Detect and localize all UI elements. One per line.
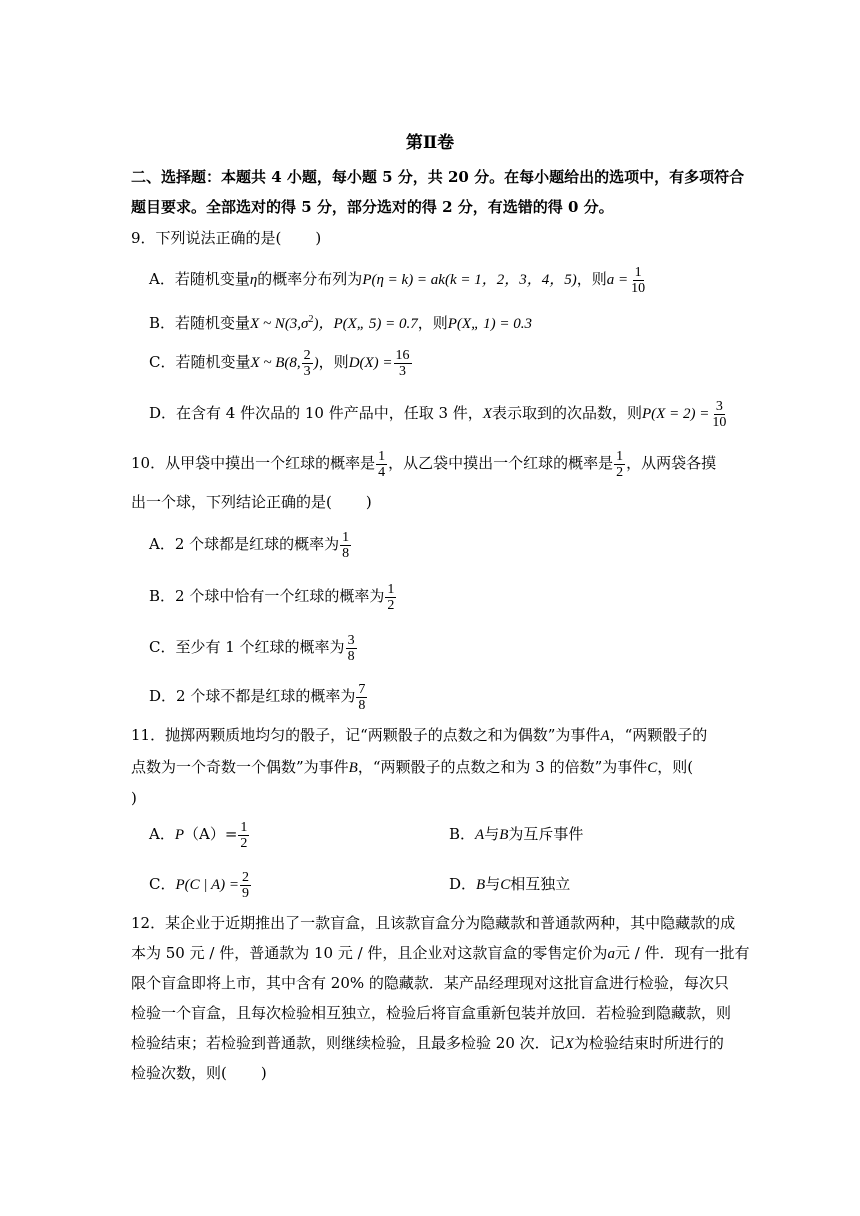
fraction: $\frac{2}{3}$ <box>303 347 311 379</box>
q11-option-c: C．P(C | A) = $\frac{2}{9}$ <box>149 869 250 901</box>
q9-option-b: B．若随机变量X ~ $N(3,\sigma^2)$，P(X„ 5) = 0.7，则P(X„ 1) = 0.3 <box>149 314 533 332</box>
fraction: $\frac{16}{3}$ <box>395 347 410 379</box>
fraction: $\frac{1}{2}$ <box>616 448 624 480</box>
q11-option-a: A．P（A）= $\frac{1}{2}$ <box>149 819 248 851</box>
q12-line-1: 12．某企业于近期推出了一款盲盒，且该款盲盒分为隐藏款和普通款两种，其中隐藏款的成 <box>131 914 736 932</box>
q10-option-d: D．2 个球不都是红球的概率为 $\frac{7}{8}$ <box>149 681 366 713</box>
q10-option-a: A．2 个球都是红球的概率为 $\frac{1}{8}$ <box>149 529 350 561</box>
q9-option-c: C．若随机变量X ~ B(8, $\frac{2}{3}$ )，则D(X) = $\frac{16}{3}$ <box>149 347 410 379</box>
q12-line-2: 本为 50 元 / 件，普通款为 10 元 / 件，且企业对这款盲盒的零售定价为a元 / 件．现有一批有 <box>131 944 750 962</box>
fraction: $\frac{1}{10}$ <box>631 264 646 296</box>
instructions-line-2: 题目要求。全部选对的得 5 分，部分选对的得 2 分，有选错的得 0 分。 <box>131 198 614 216</box>
q12-line-6: 检验次数，则( ) <box>131 1064 267 1082</box>
q12-line-4: 检验一个盲盒，且每次检验相互独立，检验后将盲盒重新包装并放回．若检验到隐藏款，则 <box>131 1004 732 1022</box>
q11-stem-line-1: 11．抛掷两颗质地均匀的骰子，记“两颗骰子的点数之和为偶数”为事件A，“两颗骰子的 <box>131 726 708 744</box>
fraction: $\frac{3}{10}$ <box>712 398 727 430</box>
q11-option-d: D．B与C相互独立 <box>449 875 571 893</box>
fraction: $\frac{2}{9}$ <box>242 869 250 901</box>
q11-stem-line-2: 点数为一个奇数一个偶数”为事件B，“两颗骰子的点数之和为 3 的倍数”为事件C，则( <box>131 758 694 776</box>
q11-option-b: B．A与B为互斥事件 <box>449 825 584 843</box>
fraction: $\frac{1}{2}$ <box>240 819 248 851</box>
fraction: $\frac{1}{8}$ <box>342 529 350 561</box>
instructions-line-1: 二、选择题：本题共 4 小题，每小题 5 分，共 20 分。在每小题给出的选项中，有多项符合 <box>131 168 745 186</box>
q9-option-a: A．若随机变量η的概率分布列为P(η = k) = ak(k = 1，2，3，4，5)，则a = $\frac{1}{10}$ <box>149 264 646 296</box>
fraction: $\frac{3}{8}$ <box>347 632 355 664</box>
q12-line-5: 检验结束；若检验到普通款，则继续检验，且最多检验 20 次．记X为检验结束时所进行的 <box>131 1034 724 1052</box>
q9-stem: 9．下列说法正确的是( ) <box>131 229 322 247</box>
fraction: $\frac{1}{4}$ <box>378 448 386 480</box>
q10-stem-line-2: 出一个球，下列结论正确的是( ) <box>131 493 372 511</box>
q10-option-b: B．2 个球中恰有一个红球的概率为 $\frac{1}{2}$ <box>149 581 395 613</box>
q10-option-c: C．至少有 1 个红球的概率为 $\frac{3}{8}$ <box>149 632 355 664</box>
section-title: 第Ⅱ卷 <box>405 133 455 153</box>
fraction: $\frac{1}{2}$ <box>387 581 395 613</box>
fraction: $\frac{7}{8}$ <box>358 681 366 713</box>
q10-stem-line-1: 10．从甲袋中摸出一个红球的概率是 $\frac{1}{4}$ ，从乙袋中摸出一个红球的概率是 $\frac{1}{2}$ ，从两袋各摸 <box>131 448 717 480</box>
q9-option-d: D．在含有 4 件次品的 10 件产品中，任取 3 件，X表示取到的次品数，则P(X = 2) = $\frac{3}{10}$ <box>149 398 727 430</box>
q12-line-3: 限个盲盒即将上市，其中含有 20% 的隐藏款．某产品经理现对这批盲盒进行检验，每次只 <box>131 974 729 992</box>
q11-stem-line-3: ) <box>131 789 137 807</box>
